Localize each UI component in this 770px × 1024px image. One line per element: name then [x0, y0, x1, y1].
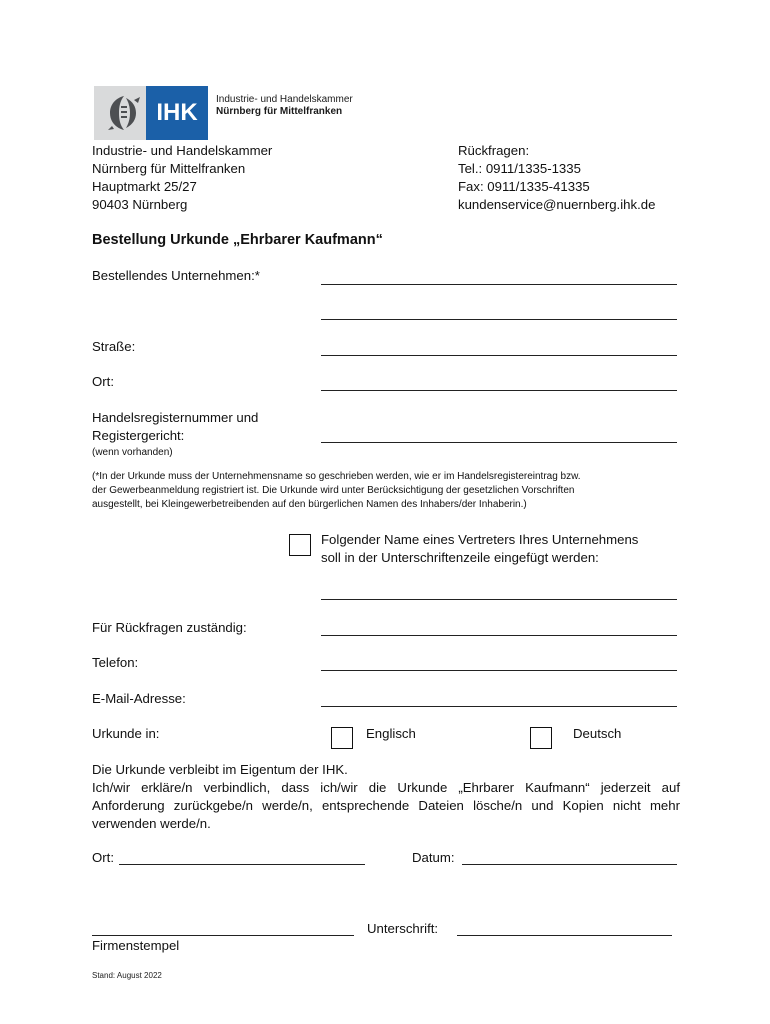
contact-tel: Tel.: 0911/1335-1335 [458, 161, 581, 176]
place-label: Ort: [92, 850, 114, 865]
ownership-line-1: Die Urkunde verbleibt im Eigentum der IHK. [92, 762, 348, 777]
phone-label: Telefon: [92, 655, 139, 670]
sender-address [92, 142, 272, 214]
email-input-line[interactable] [321, 706, 677, 707]
contact-info [458, 142, 655, 214]
signature-label: Unterschrift: [367, 921, 439, 936]
ownership-line-3: Anforderung zurückgebe/n werde/n, entsprechende Dateien lösche/n und Kopien nicht mehr [92, 798, 680, 813]
address-line-1: Industrie- und Handelskammer [92, 143, 273, 158]
representative-line-1: Folgender Name eines Vertreters Ihres Unternehmens [321, 532, 639, 547]
address-line-2: Nürnberg für Mittelfranken [92, 161, 246, 176]
place-input-line[interactable] [119, 864, 365, 865]
stamp-label: Firmenstempel [92, 938, 180, 953]
footnote [92, 470, 680, 512]
phone-input-line[interactable] [321, 670, 677, 671]
responsible-label: Für Rückfragen zuständig: [92, 620, 247, 635]
signature-input-line[interactable] [457, 935, 672, 936]
company-input-line[interactable] [321, 284, 677, 285]
english-checkbox[interactable] [331, 727, 353, 749]
register-note: (wenn vorhanden) [92, 447, 173, 458]
ownership-line-4: verwenden werde/n. [92, 816, 211, 831]
representative-input-line[interactable] [321, 599, 677, 600]
representative-text [321, 531, 638, 567]
logo-line-2: Nürnberg für Mittelfranken [216, 106, 343, 117]
address-line-3: Hauptmarkt 25/27 [92, 179, 197, 194]
address-line-4: 90403 Nürnberg [92, 197, 188, 212]
ihk-logo-text [216, 94, 353, 118]
register-label-line-1: Handelsregisternummer und [92, 410, 259, 425]
german-option-label: Deutsch [573, 726, 622, 741]
register-input-line[interactable] [321, 442, 677, 443]
responsible-input-line[interactable] [321, 635, 677, 636]
date-input-line[interactable] [462, 864, 677, 865]
ihk-emblem-icon [104, 92, 144, 134]
city-label: Ort: [92, 374, 114, 389]
contact-email: kundenservice@nuernberg.ihk.de [458, 197, 656, 212]
contact-heading: Rückfragen: [458, 143, 530, 158]
document-date-footer: Stand: August 2022 [92, 971, 162, 980]
city-input-line[interactable] [321, 390, 677, 391]
logo-line-1: Industrie- und Handelskammer [216, 94, 353, 105]
company-label: Bestellendes Unternehmen:* [92, 268, 260, 283]
street-label: Straße: [92, 339, 136, 354]
ihk-logo-mark: IHK [146, 86, 208, 140]
ownership-line-2: Ich/wir erkläre/n verbindlich, dass ich/wir die Urkunde „Ehrbarer Kaufmann“ jederzeit auf [92, 780, 680, 795]
company-input-line-2[interactable] [321, 319, 677, 320]
document-title: Bestellung Urkunde „Ehrbarer Kaufmann“ [92, 232, 383, 248]
representative-checkbox[interactable] [289, 534, 311, 556]
date-label: Datum: [412, 850, 455, 865]
email-label: E-Mail-Adresse: [92, 691, 186, 706]
ihk-logo [94, 86, 208, 140]
footnote-line-1: (*In der Urkunde muss der Unternehmensname so geschrieben werden, wie er im Handelsregistereintrag bzw. [92, 471, 581, 482]
ownership-statement [92, 761, 680, 833]
street-input-line[interactable] [321, 355, 677, 356]
register-label-line-2: Registergericht: [92, 428, 185, 443]
stamp-line[interactable] [92, 935, 354, 936]
footnote-line-2: der Gewerbeanmeldung registriert ist. Die Urkunde wird unter Berücksichtigung der gesetzlichen Vorschriften [92, 485, 575, 496]
representative-line-2: soll in der Unterschriftenzeile eingefügt werden: [321, 550, 599, 565]
german-checkbox[interactable] [530, 727, 552, 749]
language-label: Urkunde in: [92, 726, 160, 741]
contact-fax: Fax: 0911/1335-41335 [458, 179, 590, 194]
footnote-line-3: ausgestellt, bei Kleingewerbetreibenden auf den bürgerlichen Namen des Inhabers/der Inhaberin.) [92, 499, 527, 510]
english-option-label: Englisch [366, 726, 416, 741]
